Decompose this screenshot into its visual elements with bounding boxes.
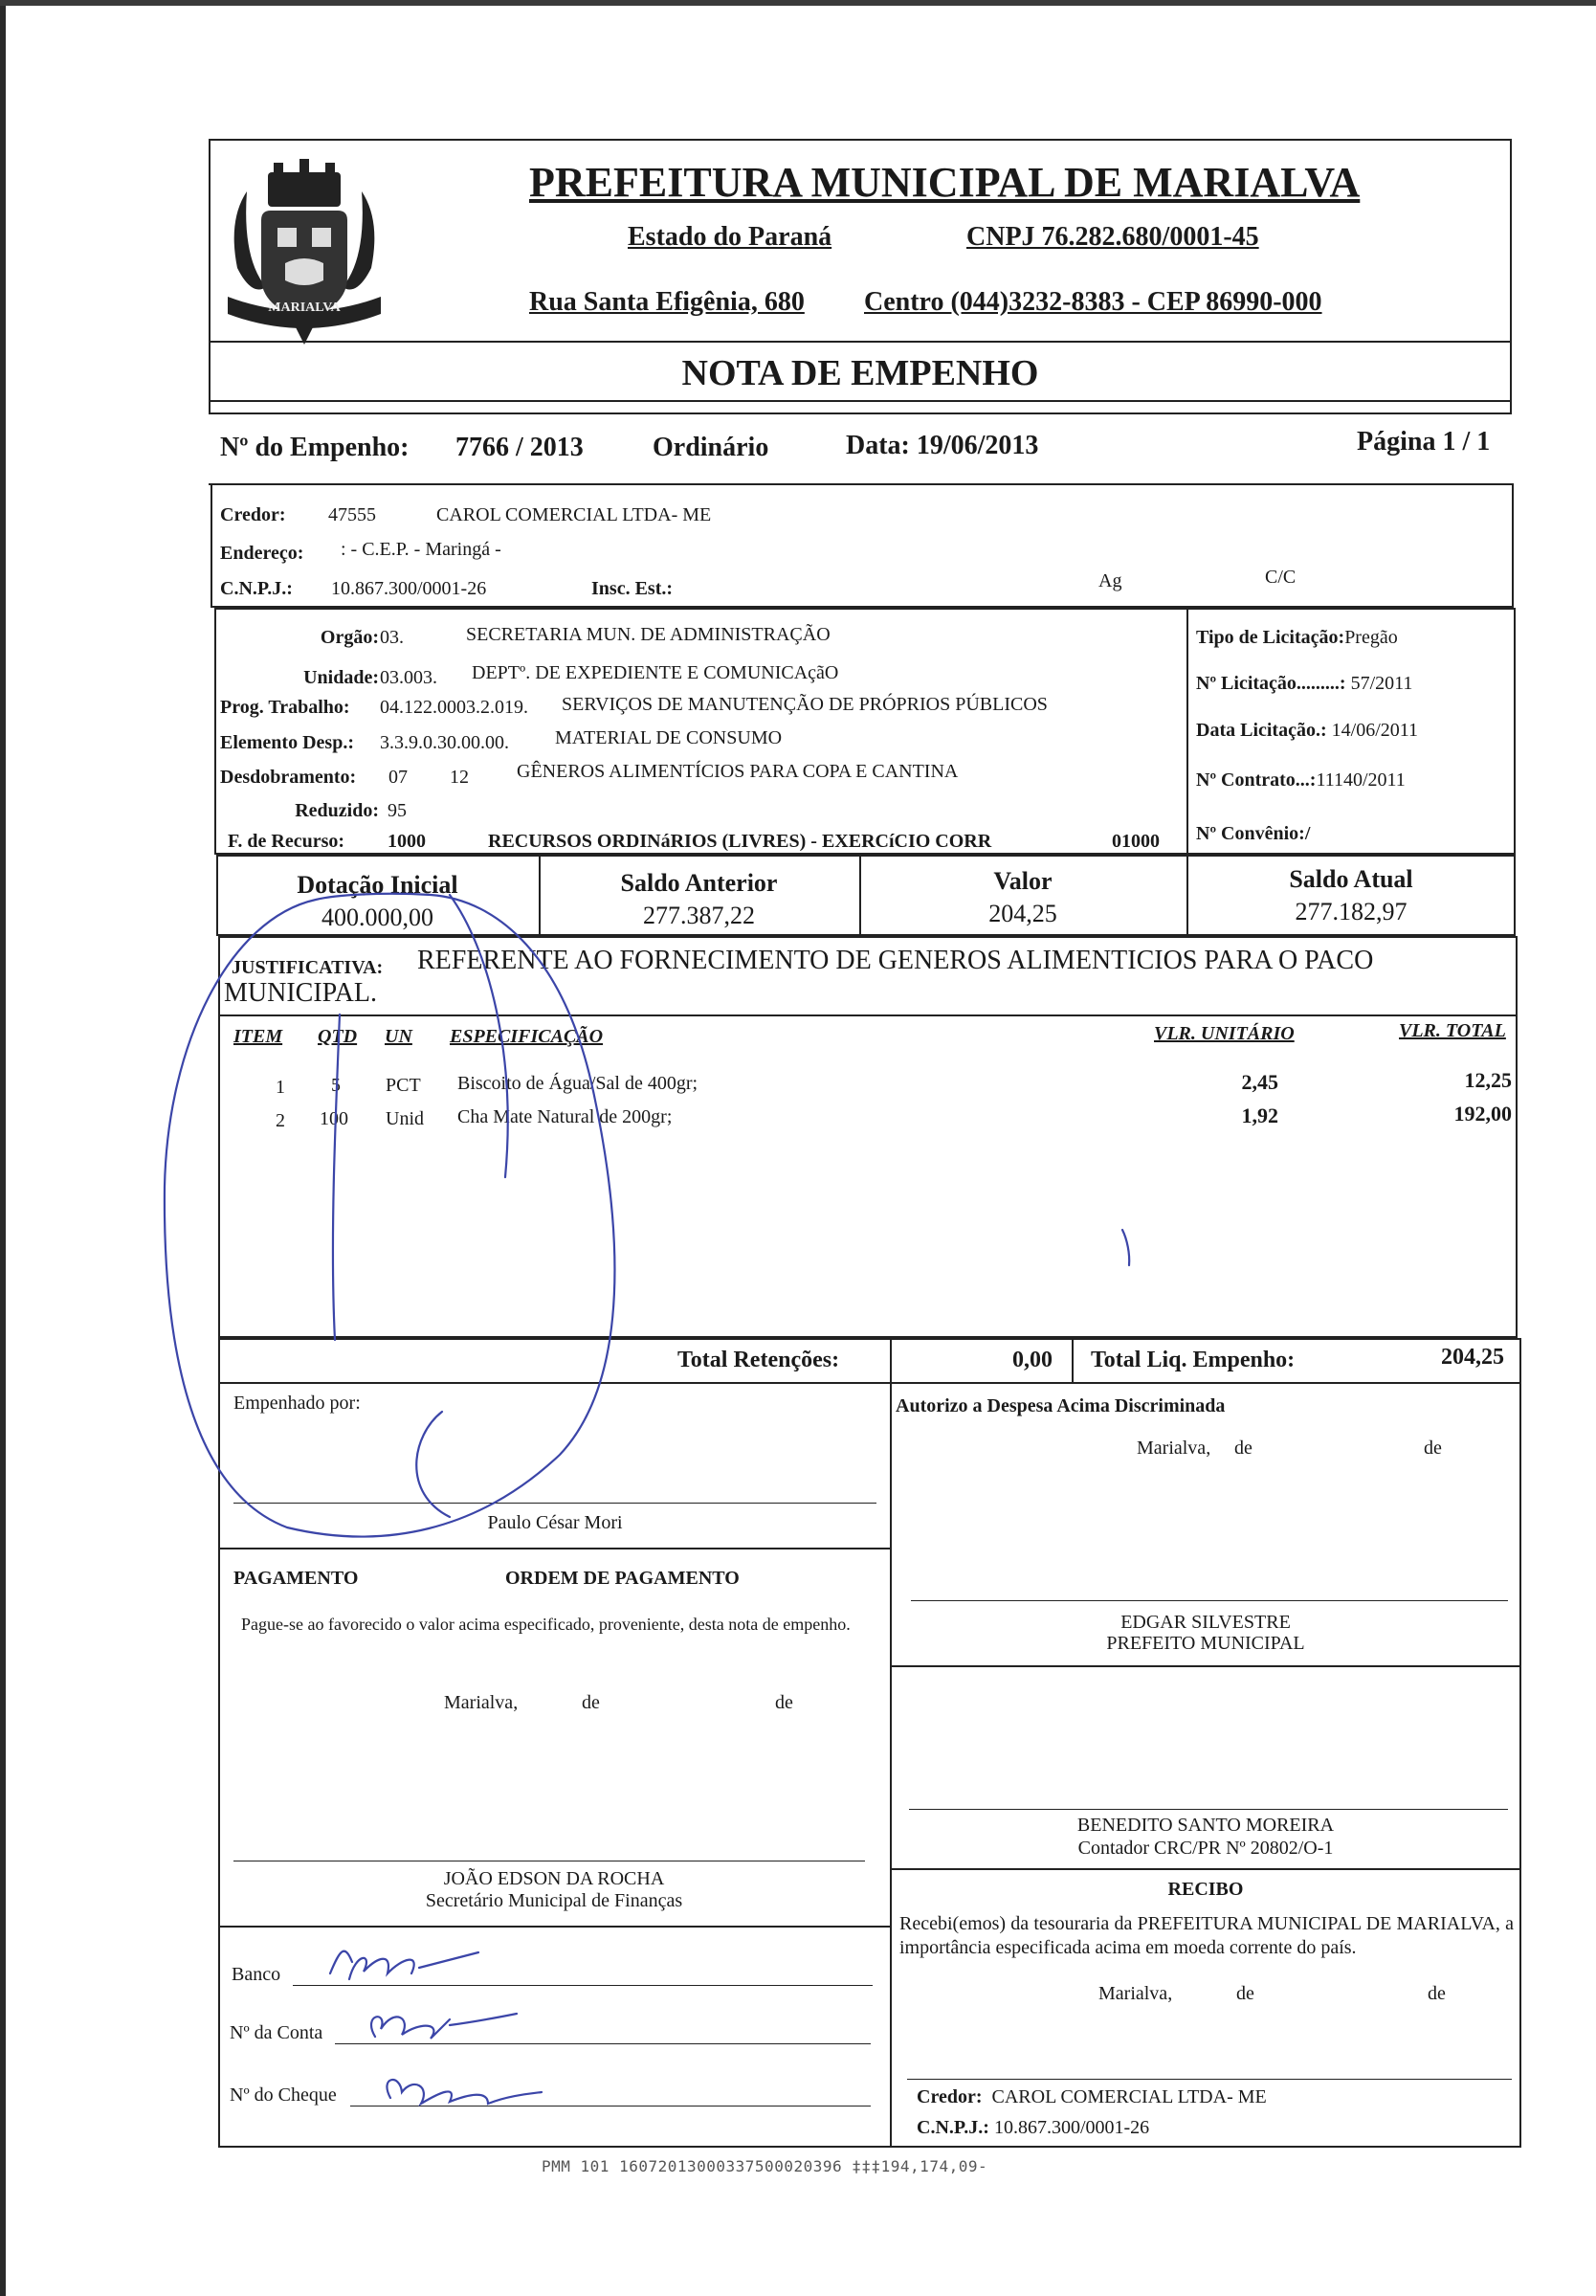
- recibo-cnpj: C.N.P.J.: 10.867.300/0001-26: [917, 2117, 1150, 2138]
- tipo-licitacao: Tipo de Licitação:Pregão: [1196, 627, 1398, 648]
- col-vlr-unitario: VLR. UNITÁRIO: [1154, 1023, 1295, 1044]
- pagamento-label: PAGAMENTO: [233, 1568, 359, 1589]
- row-spec: Cha Mate Natural de 200gr;: [457, 1106, 673, 1127]
- recurso-extra: 01000: [1112, 831, 1160, 852]
- pagamento-text: Pague-se ao favorecido o valor acima especificado, proveniente, desta nota de empenho.: [241, 1615, 851, 1634]
- row-item: 2: [276, 1110, 285, 1131]
- cc-label: C/C: [1265, 567, 1297, 588]
- contador-name: BENEDITO SANTO MOREIRA: [1076, 1815, 1335, 1836]
- orgao-name: SECRETARIA MUN. DE ADMINISTRAÇÃO: [466, 624, 831, 645]
- street-address: Rua Santa Efigênia, 680: [529, 287, 805, 317]
- scan-edge: [0, 0, 1596, 6]
- prog-name: SERVIÇOS DE MANUTENÇÃO DE PRÓPRIOS PÚBLICOS: [562, 694, 1048, 715]
- col-item: ITEM: [233, 1026, 283, 1047]
- cnpj-value: 10.867.300/0001-26: [331, 578, 487, 599]
- address-label: Endereço:: [220, 543, 304, 564]
- empenhado-label: Empenhado por:: [233, 1393, 361, 1414]
- contact-info: Centro (044)3232-8383 - CEP 86990-000: [864, 287, 1322, 317]
- col-un: UN: [385, 1026, 412, 1047]
- pagamento-de1: de: [582, 1692, 600, 1713]
- justificativa-label: JUSTIFICATIVA:: [232, 957, 384, 978]
- credor-label: Credor:: [220, 504, 286, 525]
- liq-label: Total Liq. Empenho:: [1091, 1348, 1296, 1372]
- valor-value: 204,25: [988, 900, 1057, 927]
- prefeito-role: PREFEITO MUNICIPAL: [1106, 1633, 1305, 1654]
- orgao-label: Orgão:: [320, 627, 379, 648]
- ag-label: Ag: [1098, 570, 1122, 591]
- justificativa-text-1: REFERENTE AO FORNECIMENTO DE GENEROS ALIMENTICIOS PARA O PACO: [417, 946, 1374, 975]
- unidade-name: DEPTº. DE EXPEDIENTE E COMUNICAçãO: [472, 662, 839, 683]
- row-item: 1: [276, 1077, 285, 1098]
- pagamento-de2: de: [775, 1692, 793, 1713]
- num-contrato: Nº Contrato...:11140/2011: [1196, 769, 1406, 791]
- recibo-place: Marialva,: [1098, 1983, 1173, 2004]
- atual-label: Saldo Atual: [1289, 865, 1413, 893]
- recurso-label: F. de Recurso:: [228, 831, 345, 852]
- dotacao-value: 400.000,00: [321, 903, 433, 931]
- banco-label: Banco: [232, 1964, 281, 1985]
- empenho-type: Ordinário: [653, 433, 769, 462]
- recurso-name: RECURSOS ORDINáRIOS (LIVRES) - EXERCíCIO CORR: [488, 831, 992, 852]
- items-frame: [218, 936, 1518, 1338]
- retencoes-value: 0,00: [1012, 1348, 1053, 1372]
- recibo-credor: Credor: CAROL COMERCIAL LTDA- ME: [917, 2086, 1267, 2107]
- desd-name: GÊNEROS ALIMENTÍCIOS PARA COPA E CANTINA: [517, 761, 959, 782]
- autorizo-de2: de: [1424, 1438, 1442, 1459]
- empenho-number: 7766 / 2013: [455, 433, 584, 462]
- unidade-label: Unidade:: [303, 667, 379, 688]
- row-qtd: 100: [320, 1108, 348, 1129]
- secretario-role: Secretário Municipal de Finanças: [425, 1890, 683, 1911]
- row-total: 192,00: [1453, 1102, 1512, 1126]
- recurso-code: 1000: [388, 831, 426, 852]
- pagamento-place: Marialva,: [444, 1692, 519, 1713]
- reduzido-value: 95: [388, 800, 407, 821]
- anterior-label: Saldo Anterior: [620, 869, 778, 897]
- address-value: : - C.E.P. - Maringá -: [341, 539, 501, 560]
- desd-label: Desdobramento:: [220, 767, 357, 788]
- footer-code: PMM 101 16072013000337500020396 ‡‡‡194,174,09-: [542, 2157, 988, 2175]
- dotacao-label: Dotação Inicial: [297, 871, 458, 899]
- state-label: Estado do Paraná: [628, 222, 832, 252]
- cheque-label: Nº do Cheque: [230, 2084, 337, 2106]
- elem-name: MATERIAL DE CONSUMO: [555, 727, 783, 748]
- credor-code: 47555: [328, 504, 376, 525]
- cnpj-header: CNPJ 76.282.680/0001-45: [966, 222, 1259, 252]
- elem-code: 3.3.9.0.30.00.00.: [380, 732, 509, 753]
- orgao-code: 03.: [380, 627, 404, 648]
- empenhado-name: Paulo César Mori: [487, 1512, 623, 1533]
- autorizo-de1: de: [1234, 1438, 1252, 1459]
- valor-label: Valor: [993, 867, 1053, 895]
- municipal-crest-icon: [209, 153, 400, 345]
- recibo-de1: de: [1236, 1983, 1254, 2004]
- desd-code1: 07: [388, 767, 408, 788]
- scan-edge: [0, 0, 6, 2296]
- unidade-code: 03.003.: [380, 667, 437, 688]
- justificativa-text-2: MUNICIPAL.: [224, 978, 377, 1008]
- empenho-date: Data: 19/06/2013: [846, 431, 1039, 460]
- lower-frame: [218, 1338, 1521, 2148]
- svg-text:MARIALVA: MARIALVA: [268, 301, 341, 315]
- col-vlr-total: VLR. TOTAL: [1399, 1020, 1506, 1041]
- ordem-pagamento: ORDEM DE PAGAMENTO: [505, 1568, 740, 1589]
- empenho-number-label: Nº do Empenho:: [220, 433, 410, 462]
- row-total: 12,25: [1464, 1068, 1512, 1092]
- reduzido-label: Reduzido:: [295, 800, 379, 821]
- autorizo-place: Marialva,: [1137, 1438, 1211, 1459]
- num-convenio: Nº Convênio:/: [1196, 823, 1311, 844]
- retencoes-label: Total Retenções:: [677, 1348, 840, 1372]
- conta-label: Nº da Conta: [230, 2022, 323, 2043]
- autorizo-title: Autorizo a Despesa Acima Discriminada: [896, 1395, 1226, 1416]
- row-unit: 1,92: [1241, 1103, 1278, 1127]
- row-un: Unid: [386, 1108, 424, 1129]
- credor-name: CAROL COMERCIAL LTDA- ME: [436, 504, 712, 525]
- recibo-text: Recebi(emos) da tesouraria da PREFEITURA MUNICIPAL DE MARIALVA, a importância especificada acima em moeda corrente do país.: [899, 1913, 1514, 1958]
- data-licitacao: Data Licitação.: 14/06/2011: [1196, 720, 1419, 741]
- row-un: PCT: [386, 1075, 421, 1096]
- contador-role: Contador CRC/PR Nº 20802/O-1: [1077, 1838, 1334, 1859]
- secretario-name: JOÃO EDSON DA ROCHA: [443, 1868, 665, 1889]
- page-number: Página 1 / 1: [1357, 427, 1491, 457]
- col-qtd: QTD: [318, 1026, 358, 1047]
- prefeito-name: EDGAR SILVESTRE: [1120, 1612, 1291, 1633]
- recibo-title: RECIBO: [1167, 1879, 1244, 1900]
- col-especificacao: ESPECIFICAÇÃO: [450, 1026, 604, 1047]
- cnpj-label: C.N.P.J.:: [220, 578, 293, 599]
- recibo-de2: de: [1428, 1983, 1446, 2004]
- insc-label: Insc. Est.:: [591, 578, 674, 599]
- num-licitacao: Nº Licitação.........: 57/2011: [1196, 673, 1413, 694]
- page-title: PREFEITURA MUNICIPAL DE MARIALVA: [529, 159, 1361, 206]
- atual-value: 277.182,97: [1295, 898, 1408, 925]
- row-spec: Biscoito de Água/Sal de 400gr;: [457, 1073, 698, 1094]
- row-qtd: 5: [331, 1075, 341, 1096]
- prog-code: 04.122.0003.2.019.: [380, 697, 528, 718]
- row-unit: 2,45: [1241, 1070, 1278, 1094]
- doc-title: NOTA DE EMPENHO: [681, 353, 1039, 393]
- prog-label: Prog. Trabalho:: [220, 697, 350, 718]
- desd-code2: 12: [450, 767, 469, 788]
- elem-label: Elemento Desp.:: [220, 732, 354, 753]
- anterior-value: 277.387,22: [643, 902, 755, 929]
- liq-value: 204,25: [1441, 1345, 1504, 1370]
